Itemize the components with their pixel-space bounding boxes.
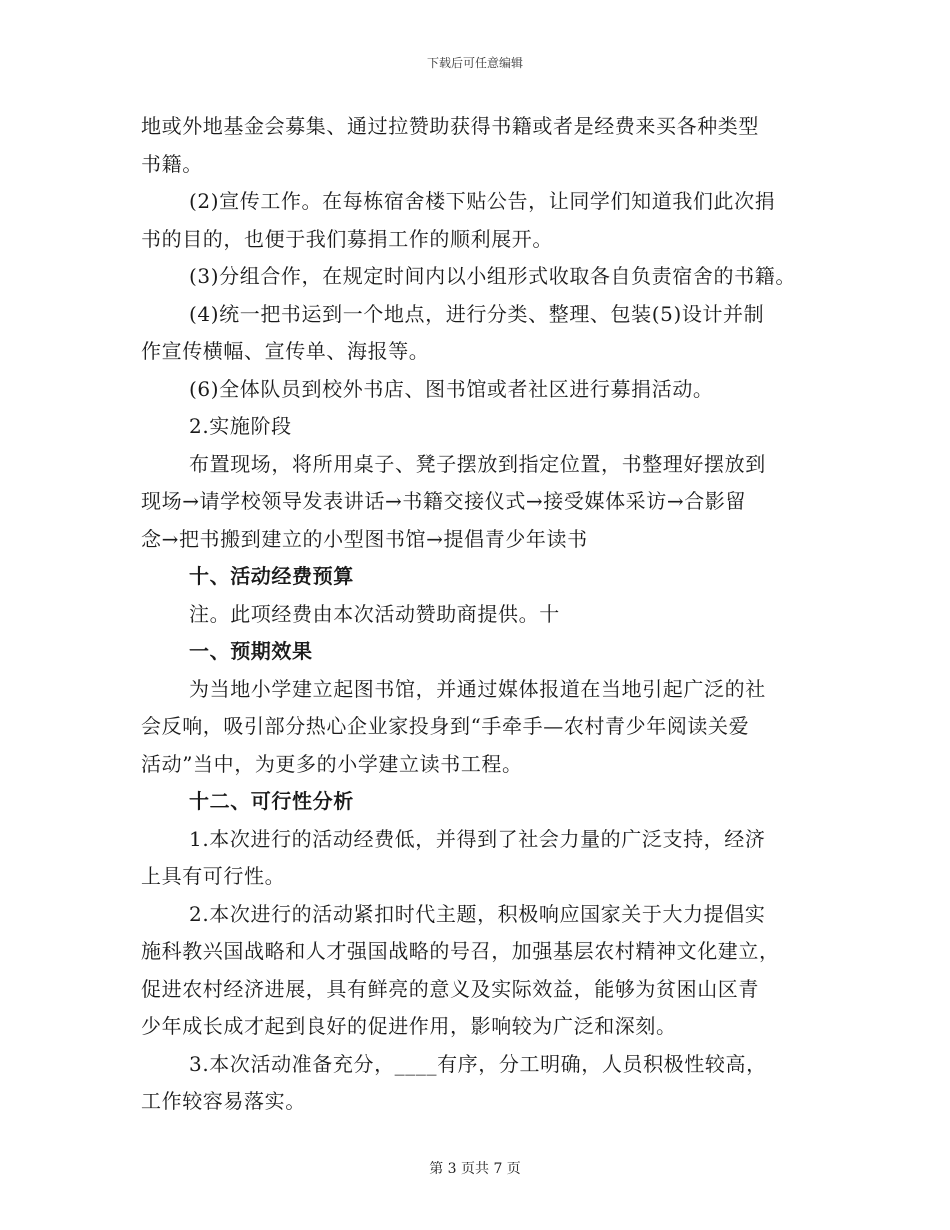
text-line: 念→把书搬到建立的小型图书馆→提倡青少年读书 <box>141 526 588 551</box>
text-line: 作宣传横幅、宣传单、海报等。 <box>141 339 430 363</box>
document-body <box>141 108 821 1121</box>
text-line: 施科教兴国战略和人才强国战略的号召，加强基层农村精神文化建立， <box>141 939 780 963</box>
text-line: (2)宣传工作。在每栋宿舍楼下贴公告，让同学们知道我们此次捐 <box>189 189 776 213</box>
section-heading: 十二、可行性分析 <box>189 789 354 813</box>
text-line: 地或外地基金会募集、通过拉赞助获得书籍或者是经费来买各种类型 <box>141 114 759 138</box>
text-line: 布置现场，将所用桌子、凳子摆放到指定位置，书整理好摆放到 <box>189 451 766 476</box>
section-heading: 一、预期效果 <box>189 639 313 663</box>
page-footer: 第 3 页共 7 页 <box>429 1161 521 1177</box>
page-header: 下载后可任意编辑 <box>426 56 523 70</box>
text-line: (4)统一把书运到一个地点，进行分类、整理、包装(5)设计并制 <box>189 301 765 326</box>
text-line: 书籍。 <box>141 151 203 176</box>
text-line: 促进农村经济进展，具有鲜亮的意义及实际效益，能够为贫困山区青 <box>141 976 759 1001</box>
text-line: 为当地小学建立起图书馆，并通过媒体报道在当地引起广泛的社 <box>189 676 766 701</box>
text-line: (6)全体队员到校外书店、图书馆或者社区进行募捐活动。 <box>189 376 714 401</box>
text-line: 3.本次活动准备充分，____有序，分工明确，人员积极性较高， <box>189 1051 767 1076</box>
text-line: 书的目的，也便于我们募捐工作的顺利展开。 <box>141 226 553 251</box>
text-line: (3)分组合作，在规定时间内以小组形式收取各自负责宿舍的书籍。 <box>189 264 796 288</box>
text-line: 会反响，吸引部分热心企业家投身到“手牵手—农村青少年阅读关爱 <box>141 714 750 738</box>
text-line: 活动”当中，为更多的小学建立读书工程。 <box>141 751 523 776</box>
text-line: 2.实施阶段 <box>189 414 292 438</box>
text-line: 少年成长成才起到良好的促进作用，影响较为广泛和深刻。 <box>141 1014 677 1038</box>
text-line: 注。此项经费由本次活动赞助商提供。十 <box>189 601 560 626</box>
text-line: 现场→请学校领导发表讲话→书籍交接仪式→接受媒体采访→合影留 <box>141 489 747 513</box>
text-line: 上具有可行性。 <box>141 864 286 888</box>
text-line: 工作较容易落实。 <box>141 1089 306 1113</box>
section-heading: 十、活动经费预算 <box>189 564 354 588</box>
text-line: 1.本次进行的活动经费低，并得到了社会力量的广泛支持，经济 <box>189 826 766 851</box>
text-line: 2.本次进行的活动紧扣时代主题，积极响应国家关于大力提倡实 <box>189 901 766 926</box>
